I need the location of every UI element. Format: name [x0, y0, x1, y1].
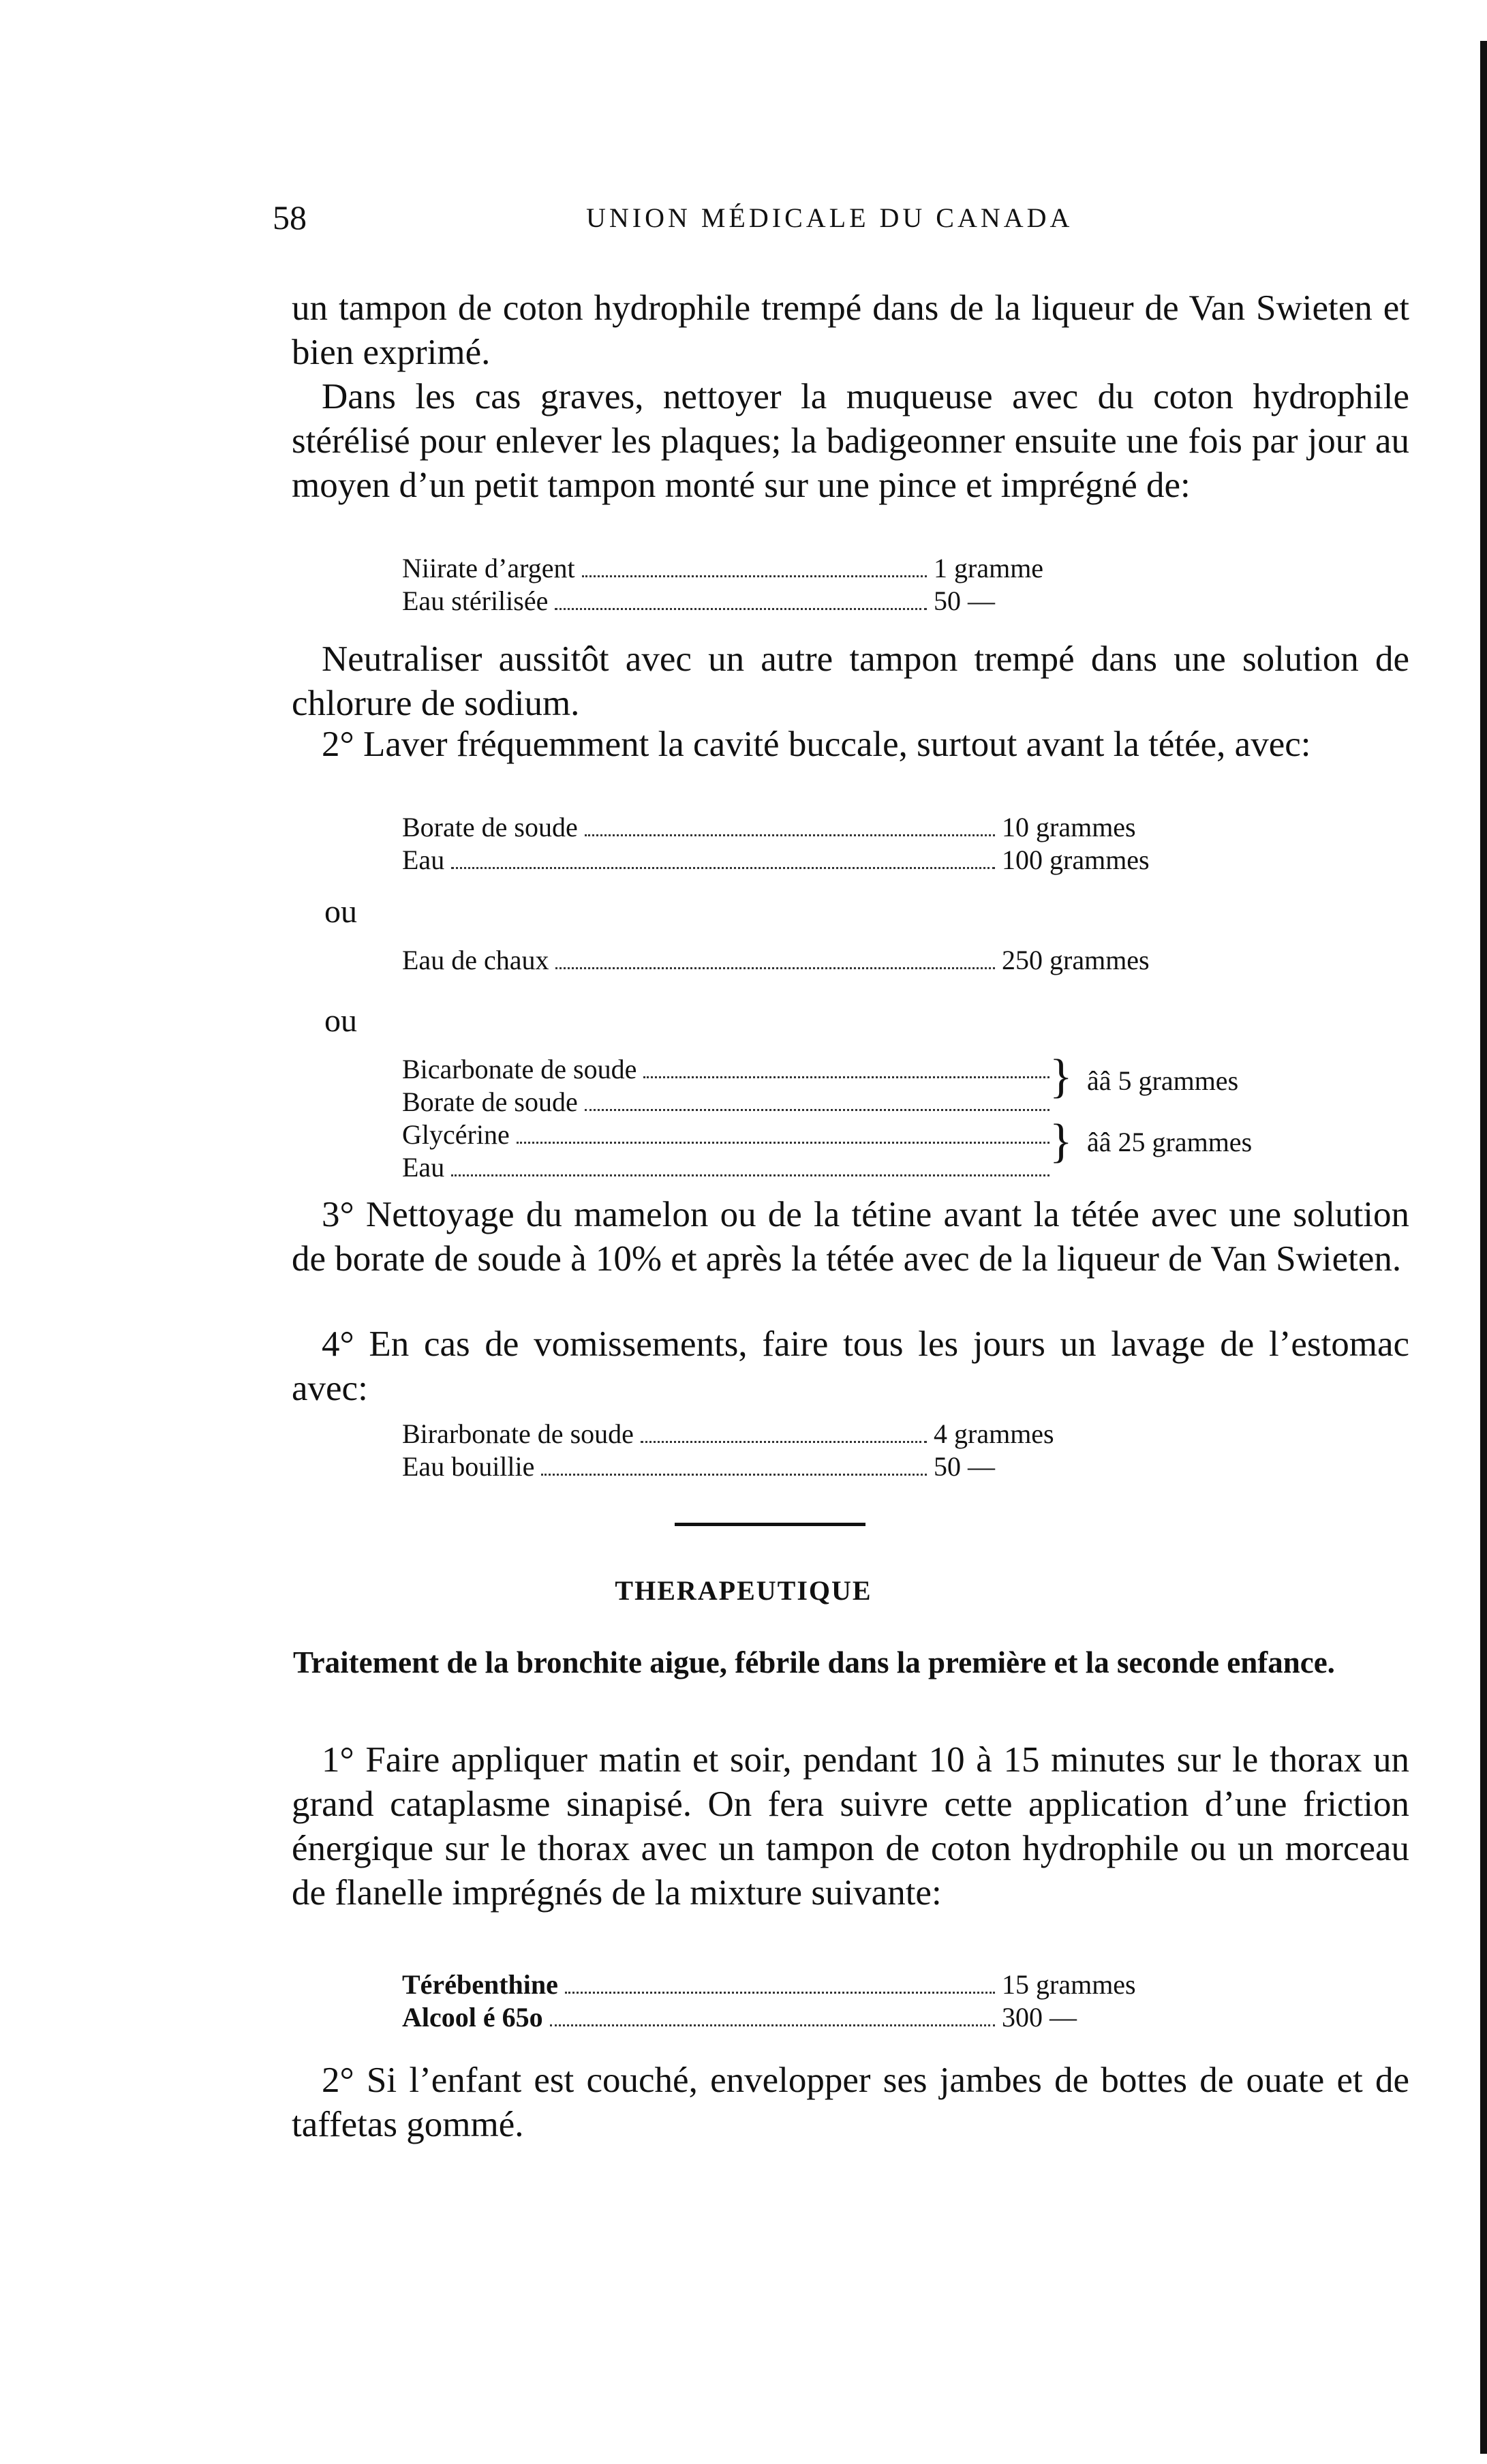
- ou-label: ou: [324, 894, 357, 930]
- paragraph-4: 2° Laver fréquemment la cavité buccale, surtout avant la tétée, avec:: [322, 725, 1311, 764]
- rx-row: Glycérine: [402, 1119, 1056, 1151]
- rx-row: Borate de soude: [402, 1086, 1056, 1119]
- rx-row: Niirate d’argent 1 gramme: [402, 553, 1044, 583]
- brace-quantity: ââ 5 grammes: [1087, 1065, 1239, 1096]
- rx-row: Borate de soude 10 grammes: [402, 812, 1136, 842]
- rx-row: Alcool é 65o 300 —: [402, 2002, 1077, 2033]
- rx-row: Eau 100 grammes: [402, 845, 1150, 875]
- prescription-1: [402, 552, 1220, 618]
- rx-row: Birarbonate de soude 4 grammes: [402, 1418, 1054, 1449]
- page-header: [273, 198, 1404, 252]
- brace-icon: }: [1049, 1050, 1073, 1103]
- prescription-5: [402, 1418, 1220, 1483]
- paragraph-1: un tampon de coton hydrophile trempé dans de la liqueur de Van Swieten et bien exprimé.: [292, 288, 1409, 372]
- prescription-4: [402, 1053, 1056, 1184]
- running-head: UNION MÉDICALE DU CANADA: [586, 202, 1073, 233]
- ou-label: ou: [324, 1003, 357, 1039]
- paragraph-6: 4° En cas de vomissements, faire tous les jours un lavage de l’estomac avec:: [292, 1324, 1409, 1408]
- page-edge-scan-artifact: [1480, 41, 1487, 2454]
- paragraph-7: 1° Faire appliquer matin et soir, pendant 10 à 15 minutes sur le thorax un grand cataplasme sinapisé. On fera suivre cette application d’une friction énergique sur le thorax avec un tampon de coton hydrophile ou un morceau de flanelle imprégnés de la mixture suivante:: [292, 1740, 1409, 1913]
- rx-row: Térébenthine 15 grammes: [402, 1969, 1136, 2000]
- paragraph-5: 3° Nettoyage du mamelon ou de la tétine avant la tétée avec une solution de borate de soude à 10% et après la tétée avec de la liqueur de Van Swieten.: [292, 1195, 1409, 1279]
- treatment-title: Traitement de la bronchite aigue, fébrile dans la première et la seconde enfance.: [293, 1645, 1335, 1679]
- section-divider: [675, 1523, 865, 1526]
- paragraph-8: 2° Si l’enfant est couché, envelopper ses jambes de bottes de ouate et de taffetas gommé.: [292, 2060, 1409, 2144]
- rx-row: Bicarbonate de soude: [402, 1053, 1056, 1086]
- brace-quantity: ââ 25 grammes: [1087, 1127, 1253, 1157]
- rx-row: Eau stérilisée 50 —: [402, 585, 995, 616]
- rx-row: Eau: [402, 1151, 1056, 1184]
- paragraph-2: Dans les cas graves, nettoyer la muqueuse avec du coton hydrophile stérélisé pour enlever les plaques; la badigeonner ensuite une fois par jour au moyen d’un petit tampon monté sur une pince et imprégné de:: [292, 377, 1409, 505]
- prescription-2: [402, 811, 1288, 877]
- brace-icon: }: [1049, 1115, 1073, 1168]
- prescription-6: [402, 1968, 1288, 2034]
- section-title: THERAPEUTIQUE: [615, 1575, 872, 1606]
- rx-row: Eau de chaux 250 grammes: [402, 945, 1150, 975]
- rx-row: Eau bouillie 50 —: [402, 1451, 995, 1482]
- page-number: 58: [273, 198, 307, 237]
- paragraph-3: Neutraliser aussitôt avec un autre tampon trempé dans une solution de chlorure de sodium.: [292, 639, 1409, 723]
- prescription-3: [402, 944, 1288, 977]
